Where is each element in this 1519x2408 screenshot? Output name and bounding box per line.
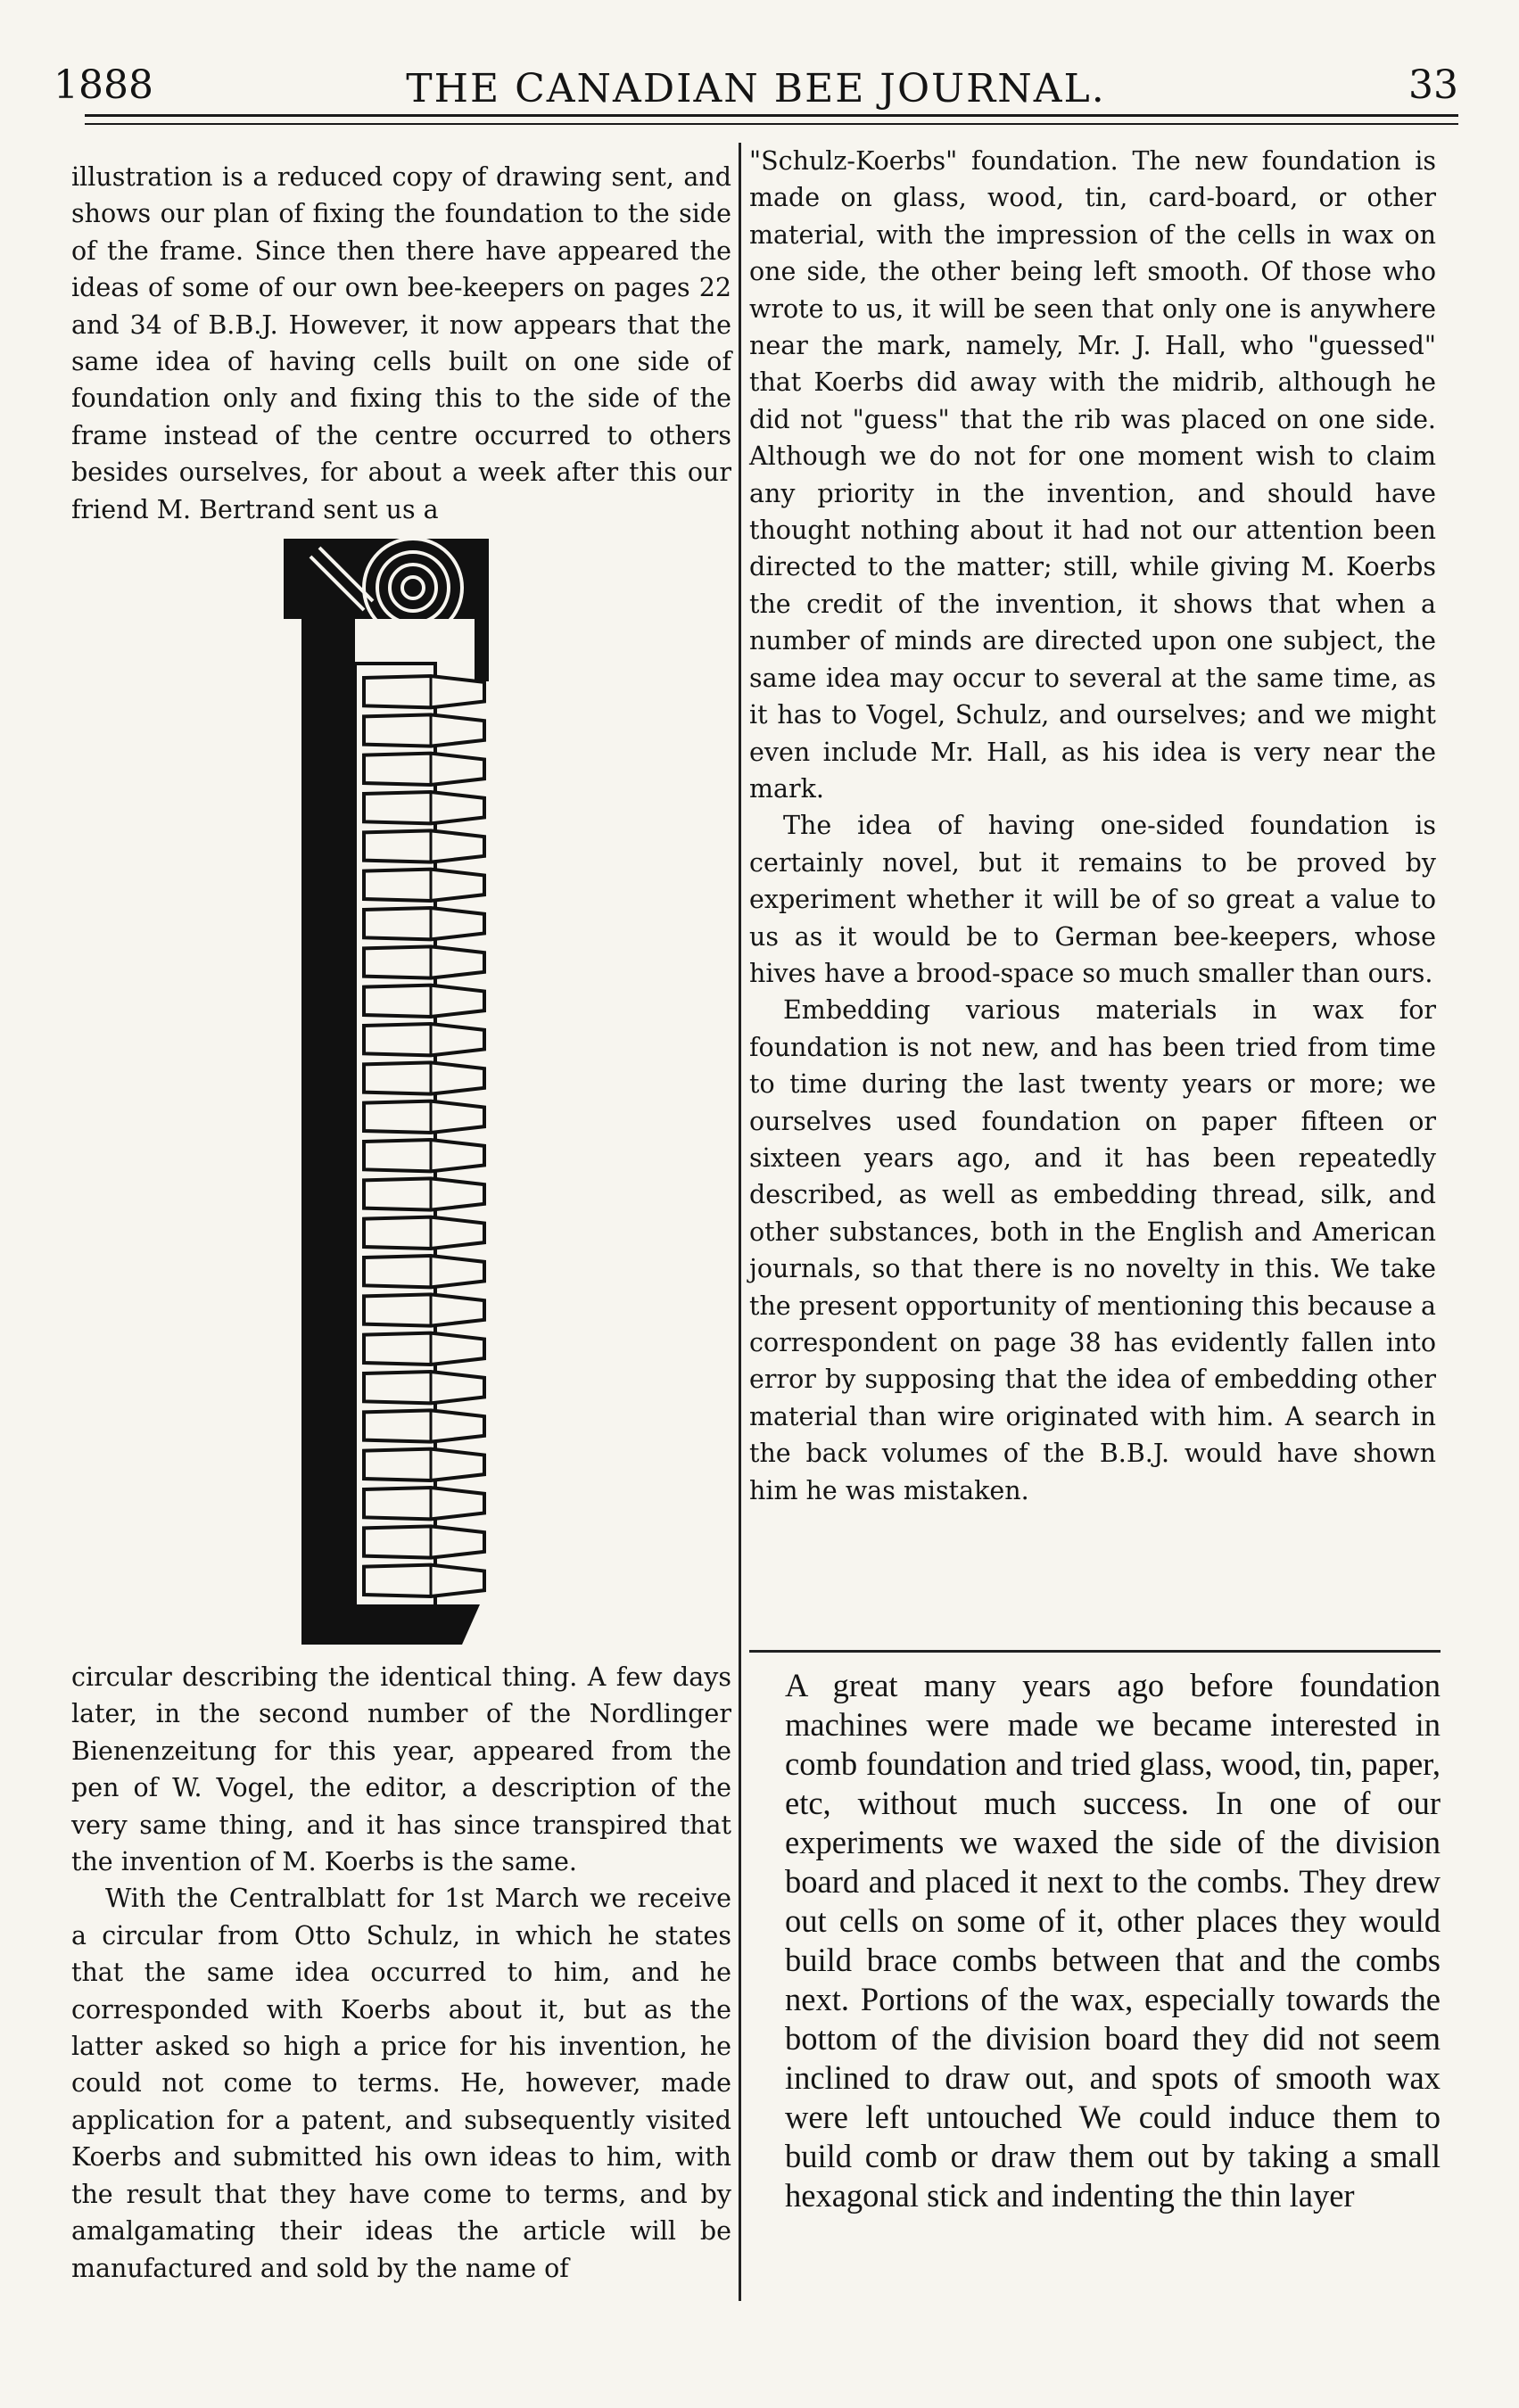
column-divider [739,143,741,2301]
right-column-top [749,143,1436,1509]
comb-cell [364,754,484,785]
comb-cell [364,1024,484,1055]
comb-cell [364,1526,484,1557]
comb-cell [364,1372,484,1403]
comb-cell [364,1410,484,1441]
intro-paragraph: illustration is a reduced copy of drawing sent, and shows our plan of fixing the foundation to the side of the frame. Since then there have appeared the ideas of some of our own bee-keepers on pages 22 and 34 of B.B.J. However, it now appears that the same idea of having cells built on one side of foundation only and fixing this to the side of the frame instead of the centre occurred to others besides ourselves, for about a week after this our friend M. Bertrand sent us a [71,162,731,524]
comb-cell [364,714,484,746]
journal-title: THE CANADIAN BEE JOURNAL. [406,66,1106,111]
comb-cell [364,1140,484,1171]
comb-cell [364,676,484,707]
comb-cell [364,1488,484,1519]
left-column-bottom [71,1659,731,2287]
frame-end-piece [475,539,489,681]
header-year: 1888 [54,62,153,108]
comb-cell [364,1565,484,1596]
comb-cell [364,1256,484,1287]
comb-cell [364,1101,484,1133]
comb-cell [364,1178,484,1209]
comb-cell [364,985,484,1017]
comb-cell [364,1333,484,1365]
comb-cell [364,1062,484,1093]
left-column-top [71,159,731,528]
header-rule-thin [85,123,1458,125]
section-rule [749,1650,1441,1653]
one-sided-foundation-paragraph: The idea of having one-sided foundation is certainly novel, but it remains to be proved by experiment whether it will be of so great a value to us as it would be to German bee-keepers, whose hives have a brood-space so much smaller than ours. [749,811,1436,988]
comb-cell [364,946,484,977]
comb-cell [364,1449,484,1480]
comb-cell [364,830,484,862]
comb-cell [364,870,484,901]
circular-paragraph: circular describing the identical thing. A few days later, in the second number of the Nordlinger Bienenzeitung for this year, appeared from the pen of W. Vogel, the editor, a description of the very same thing, and it has since transpired that the invention of M. Koerbs is the same. [71,1662,731,1877]
frame-cross-section-drawing [284,539,724,1645]
frame-bottom-foot [355,1604,480,1645]
comb-cell [364,1217,484,1249]
comb-cell [364,1294,484,1325]
header-rule [85,114,1458,117]
comb-cell [364,792,484,823]
page-number: 33 [1408,62,1458,108]
frame-foundation-illustration [284,539,724,1645]
centralblatt-paragraph: With the Centralblatt for 1st March we receive a circular from Otto Schulz, in which he states that the same idea occurred to him, and he corresponded with Koerbs about it, but as the latter asked so high a price for his invention, he could not come to terms. He, however, made application for a patent, and subsequently visited Koerbs and submitted his own ideas to him, with the result that they have come to terms, and by amalgamating their ideas the article will be manufactured and sold by the name of [71,1884,731,2283]
comb-cell [364,908,484,939]
frame-side-bar [301,539,355,1645]
embedding-materials-paragraph: Embedding various materials in wax for foundation is not new, and has been tried from time to time during the last twenty years or more; we ourselves used foundation on paper fifteen or sixteen years ago, and it has been repeatedly described, as well as embedding thread, silk, and other substances, both in the English and American journals, so that there is no novelty in this. We take the present opportunity of mentioning this because a correspondent on page 38 has evidently fallen into error by supposing that the idea of embedding other material than wire originated with him. A search in the back volumes of the B.B.J. would have shown him he was mistaken. [749,995,1436,1505]
editorial-note-paragraph: A great many years ago before foundation machines were made we became interested in comb foundation and tried glass, wood, tin, paper, etc, without much success. In one of our experiments we waxed the side of the division board and placed it next to the combs. They drew out cells on some of it, other places they would build brace combs between that and the combs next. Portions of the wax, especially towards the bottom of the division board they did not seem inclined to draw out, and spots of smooth wax were left untouched We could induce them to build comb or draw them out by taking a small hexagonal stick and indenting the thin layer [785,1667,1441,2214]
editorial-note [785,1666,1441,2215]
schulz-koerbs-paragraph: "Schulz-Koerbs" foundation. The new foundation is made on glass, wood, tin, card-board, or other material, with the impression of the cells in wax on one side, the other being left smooth. Of those who wrote to us, it will be seen that only one is anywhere near the mark, namely, Mr. J. Hall, who "guessed" that Koerbs did away with the midrib, although he did not "guess" that the rib was placed on one side. Although we do not for one moment wish to claim any priority in the invention, and should have thought nothing about it had not our attention been directed to the matter; still, while giving M. Koerbs the credit of the invention, it shows that when a number of minds are directed upon one subject, the same idea may occur to several at the same time, as it has to Vogel, Schulz, and ourselves; and we might even include Mr. Hall, as his idea is very near the mark. [749,146,1436,804]
